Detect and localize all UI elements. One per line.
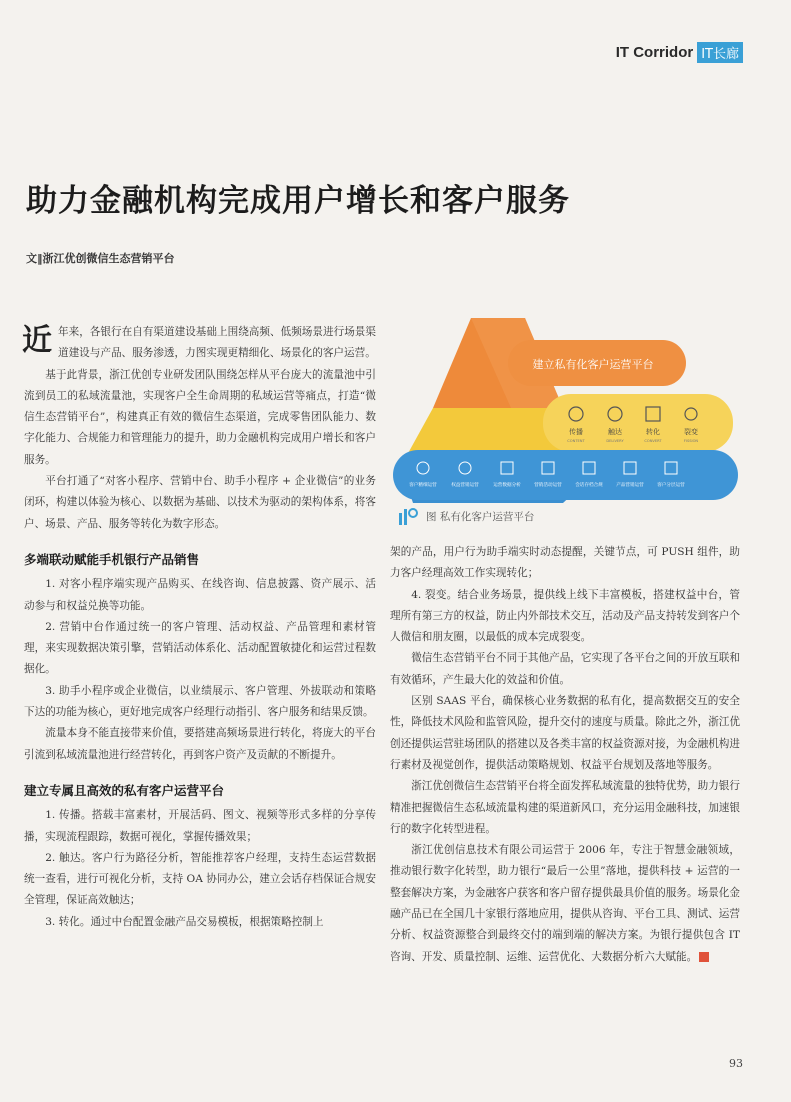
tier2-label-2: 转化 (646, 428, 660, 436)
right-paragraph-3: 区别 SAAS 平台，确保核心业务数据的私有化，提高数据交互的安全性，降低技术风险和监管风险，提升交付的速度与质量。除此之外，浙江优创还提供运营驻场团队的搭建以及各类丰富的权益资源对接，为金融机构进行素材及视觉创作，提供活动策略规划、权益平台规划及落地等服务。 (390, 695, 740, 771)
tier3-label-5: 产品营销运营 (616, 483, 644, 488)
section2-heading: 建立专属且高效的私有客户运营平台 (24, 782, 225, 798)
page-number: 93 (729, 1057, 743, 1070)
section1-heading: 多端联动赋能手机银行产品销售 (24, 551, 200, 567)
tier3-label-6: 客户分层运营 (657, 483, 685, 488)
tier2-label-1: 触达 (608, 428, 622, 436)
drop-cap: 近 (22, 323, 52, 358)
intro-paragraph-1: 近年来，各银行在自有渠道建设基础上围绕高频、低频场景进行场景渠道建设与产品、服务渗透，力图实现更精细化、场景化的客户运营。 (22, 323, 376, 360)
right-column (390, 542, 740, 968)
tier2-sub-1: DELIVERY (606, 439, 624, 443)
caption-bar-icon (398, 507, 418, 525)
right-paragraph-5: 浙江优创信息技术有限公司运营于 2006 年，专注于智慧金融领域，推动银行数字化转型，助力银行“最后一公里”落地，提供科技 + 运营的一整套解决方案，为金融客户获客和客户留存提供最具价值的服务。场景化金融产品已在全国几十家银行落地应用，提供从咨询、平台工具、测试、运营分析、权益资源整合到最终交付的端到端的解决方案。为银行提供包含 IT 咨询、开发、质量控制、运维、运营优化、大数据分析六大赋能。 (390, 844, 740, 963)
section1-paragraph-4: 流量本身不能直接带来价值，要搭建高频场景进行转化，将庞大的平台引流到私域流量池进行经营转化，再到客户资产及贡献的不断提升。 (24, 727, 376, 761)
section1-paragraph-3: 3. 助手小程序或企业微信，以业绩展示、客户管理、外拔联动和策略下达的功能为核心，更好地完成客户经理行动指引、客户服务和结果反馈。 (24, 684, 376, 719)
right-paragraph-1: 4. 裂变。结合业务场景，提供线上线下丰富模板，搭建权益中台，管理所有第三方的权益，防止内外部技术交互，活动及产品支持转发到客户个人微信和朋友圈，以最低的成本完成裂变。 (390, 588, 740, 644)
left-column (24, 322, 376, 933)
figure-caption (398, 507, 534, 525)
article-byline: 文‖浙江优创微信生态营销平台 (26, 252, 175, 265)
section2-paragraph-3: 3. 转化。通过中台配置金融产品交易模板，根据策略控制上 (45, 915, 324, 928)
banner-text: 建立私有化客户运营平台 (532, 358, 654, 371)
right-paragraph-2: 微信生态营销平台不同于其他产品，它实现了各平台之间的开放互联和有效循环，产生最大化的效益和价值。 (390, 652, 740, 686)
tier3-label-3: 营销活动运营 (534, 483, 562, 488)
intro-paragraph-3: 平台打通了“对客小程序、营销中台、助手小程序 + 企业微信”的业务闭环，构建以体验为核心、以数据为基础、以技术为驱动的架构体系，将客户、场景、产品、服务等转化为数字形态。 (24, 475, 376, 530)
section2-paragraph-1: 1. 传播。搭载丰富素材，开展活码、图文、视频等形式多样的分享传播，实现流程跟踪，数据可视化，掌握传播效果； (24, 809, 376, 843)
tier3-label-0: 客户精细运营 (409, 483, 437, 488)
pyramid-figure (393, 318, 748, 530)
section1-paragraph-2: 2. 营销中台作通过统一的客户管理、活动权益、产品管理和素材管理，来实现数据决策引擎，营销活动体系化、活动配置敏捷化和运营过程数据化。 (24, 620, 376, 676)
article-title: 助力金融机构完成用户增长和客户服务 (26, 183, 570, 219)
tier2-sub-0: CONTENT (567, 439, 585, 443)
tier3-shape (393, 450, 738, 500)
tier2-shape (543, 394, 733, 452)
section-header-en: IT Corridor (615, 44, 694, 61)
tier2-sub-2: CONVERT (644, 439, 662, 443)
right-paragraph-0: 架的产品，用户行为助手端实时动态提醒，关键节点，可 PUSH 组件，助力客户经理高效工作实现转化； (390, 546, 740, 580)
tier3-label-2: 运营数据分析 (493, 483, 521, 488)
section-header-cn: IT长廊 (697, 42, 743, 63)
section2-paragraph-2: 2. 触达。客户行为路径分析，智能推荐客户经理，支持生态运营数据统一查看，进行可视化分析，支持 OA 协同办公，建立会话存档保证合规安全管理，保证高效触达； (24, 851, 376, 907)
end-mark-icon (699, 952, 709, 962)
tier3-label-1: 权益营销运营 (451, 483, 479, 488)
intro-paragraph-2: 基于此背景，浙江优创专业研发团队围绕怎样从平台庞大的流量池中引流到员工的私域流量池，实现客户全生命周期的私域运营等痛点，打造“微信生态营销平台”，构建真正有效的微信生态渠道，完成零售团队能力、数字化能力、合规能力和管理能力的提升，助力金融机构完成用户增长和客户服务。 (24, 368, 376, 466)
tier2-sub-3: FISSION (683, 439, 699, 443)
caption-text: 图 私有化客户运营平台 (426, 510, 535, 523)
tier3-label-4: 会话存档合规 (575, 483, 603, 488)
tier2-label-0: 传播 (569, 428, 583, 436)
section-header (616, 42, 743, 63)
tier2-label-3: 裂变 (684, 428, 698, 436)
section1-paragraph-1: 1. 对客小程序端实现产品购买、在线咨询、信息披露、资产展示、活动参与和权益兑换等功能。 (24, 578, 376, 612)
right-paragraph-4: 浙江优创微信生态营销平台将全面发挥私域流量的独特优势，助力银行精准把握微信生态私域流量构建的渠道新风口，充分运用金融科技，加速银行的数字化转型进程。 (390, 780, 740, 835)
